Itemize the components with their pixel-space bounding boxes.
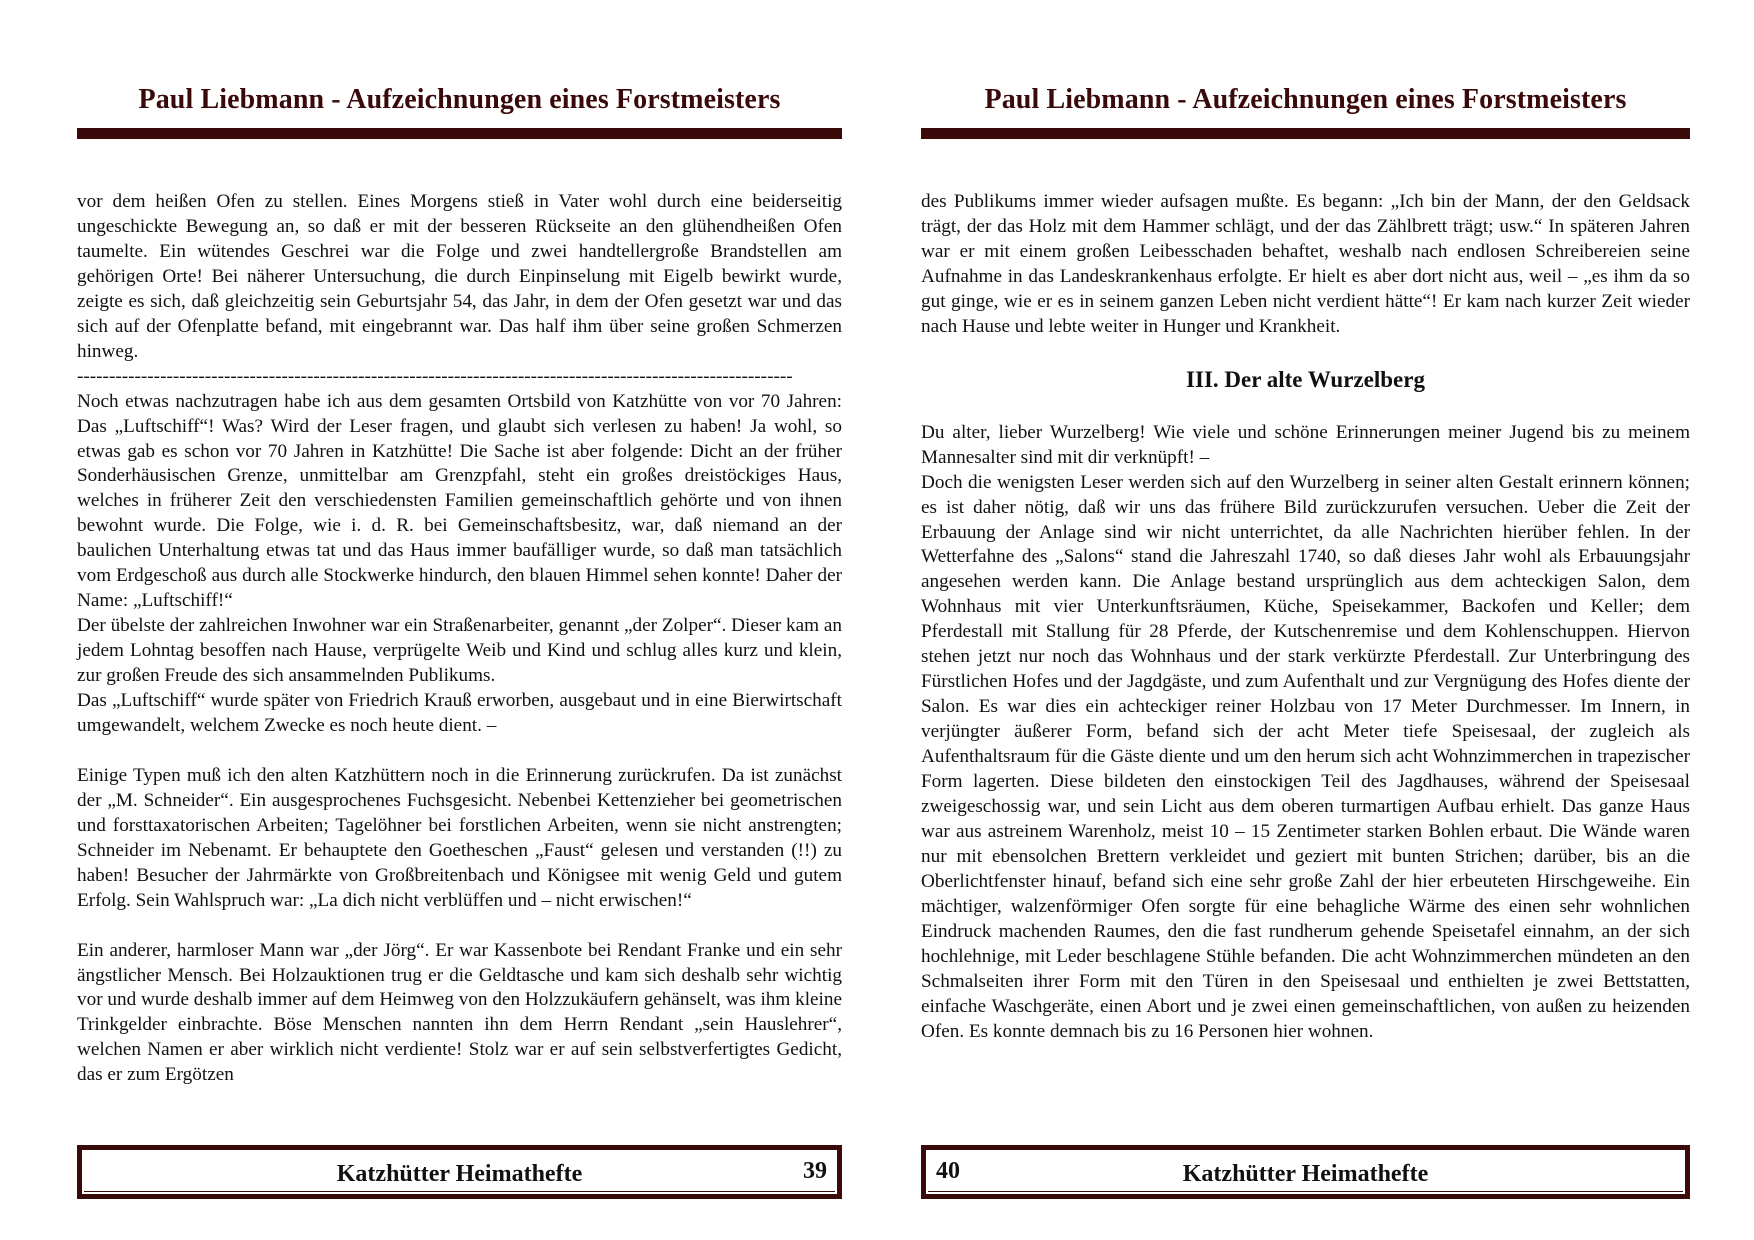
- paragraph: Ein anderer, harmloser Mann war „der Jörg“. Er war Kassenbote bei Rendant Franke und ein sehr ängstlicher Mensch. Bei Holzauktionen trug er die Geldtasche und kam sich deshalb sehr wichtig vor und wurde deshalb immer auf dem Heimweg von den Holzzukäufern gehänselt, was ihm kleine Trinkgelder einbrachte. Böse Menschen nannten ihn dem Herrn Rendant „sein Hauslehrer“, welchen Namen er aber wirklich nicht verdiente! Stolz war er auf sein selbstverfertigtes Gedicht, das er zum Ergötzen: [77, 939, 842, 1086]
- paragraph: vor dem heißen Ofen zu stellen. Eines Morgens stieß in Vater wohl durch eine beiderseitig ungeschickte Bewegung an, so daß er mit der besseren Rückseite an den glühendheißen Ofen taumelte. Ein wütendes Geschrei war die Folge und zwei handtellergroße Brandstellen am gehörigen Orte! Bei näherer Untersuchung, die durch Einpinselung mit Eigelb bewirkt wurde, zeigte es sich, daß gleichzeitig sein Geburtsjahr 54, das Jahr, in dem der Ofen gesetzt war und das sich auf der Ofenplatte befand, mit eingebrannt war. Das half ihm über seine großen Schmerzen hinweg.: [77, 191, 842, 362]
- paragraph: Der übelste der zahlreichen Inwohner war ein Straßenarbeiter, genannt „der Zolper“. Dieser kam an jedem Lohntag besoffen nach Hause, verprügelte Weib und Kind und schlug alles kurz und klein, zur großen Freude des sich ansammelnden Publikums.: [77, 615, 842, 687]
- separator-line: ----------------------------------------------------------------------------------------------------------------: [77, 365, 793, 387]
- right-page-body: [921, 190, 1690, 1045]
- page-header-title: Paul Liebmann - Aufzeichnungen eines Forstmeisters: [138, 84, 781, 115]
- page-footer: [77, 1145, 842, 1199]
- paragraph: Du alter, lieber Wurzelberg! Wie viele und schöne Erinnerungen meiner Jugend bis zu meinem Mannesalter sind mit dir verknüpft! –: [921, 421, 1690, 468]
- right-page: [921, 0, 1690, 1240]
- paragraph: Das „Luftschiff“ wurde später von Friedrich Krauß erworben, ausgebaut und in eine Bierwirtschaft umgewandelt, welchem Zwecke es noch heute dient. –: [77, 690, 842, 737]
- paragraph: Doch die wenigsten Leser werden sich auf den Wurzelberg in seiner alten Gestalt erinnern können; es ist daher nötig, daß wir uns das frühere Bild zurückzurufen versuchen. Ueber die Zeit der Erbauung der Anlage sind wir nicht unterrichtet, da alle Nachrichten hierüber fehlen. In der Wetterfahne des „Salons“ stand die Jahreszahl 1740, so daß dieses Jahr wohl als Erbauungsjahr angesehen werden kann. Die Anlage bestand ursprünglich aus dem achteckigen Salon, dem Wohnhaus mit vier Unterkunftsräumen, Küche, Speisekammer, Backofen und Keller; dem Pferdestall mit Stallung für 28 Pferde, der Kutschenremise und dem Kohlenschuppen. Hiervon stehen jetzt nur noch das Wohnhaus und der stark verkürzte Pferdestall. Zur Unterbringung des Fürstlichen Hofes und der Jagdgäste, und zum Aufenthalt und zur Vergnügung des Hofes diente der Salon. Es war dies ein achteckiger reiner Holzbau von 17 Meter Durchmesser. Im Innern, in verjüngter äußerer Form, befand sich der acht Meter tiefe Speisesaal, der zugleich als Aufenthaltsraum für die Gäste diente und um den herum sich acht Wohnzimmerchen in trapezischer Form lagerten. Diese bildeten den einstockigen Teil des Jagdhauses, während der Speisesaal zweigeschossig war, und sein Licht aus dem oberen turmartigen Aufbau erhielt. Das ganze Haus war aus astreinem Warenholz, meist 10 – 15 Zentimeter starken Bohlen erbaut. Die Wände waren nur mit ebensolchen Brettern verkleidet und geziert mit bunten Strichen; darüber, bis an die Oberlichtfenster hinauf, befand sich eine sehr große Zahl der hier erbeuteten Hirschgeweihe. Ein mächtiger, walzenförmiger Ofen sorgte für eine behagliche Wärme des einen sehr wohnlichen Eindruck machenden Raumes, den die fast rundherum gehende Speisetafel einnahm, an der sich hochlehnige, mit Leder beschlagene Stühle befanden. Die acht Wohnzimmerchen mündeten an den Schmalseiten ihrer Form mit den Türen in den Speisesaal und enthielten je zwei Bettstatten, einfache Waschgeräte, einen Abort und je zwei einen gemeinschaftlichen, von außen zu heizenden Ofen. Es konnte demnach bis zu 16 Personen hier wohnen.: [921, 471, 1690, 1042]
- paragraph: Noch etwas nachzutragen habe ich aus dem gesamten Ortsbild von Katzhütte von vor 70 Jahren: Das „Luftschiff“! Was? Wird der Leser fragen, und glaubt sich verlesen zu haben! Ja wohl, so etwas gab es schon vor 70 Jahren in Katzhütte! Die Sache ist aber folgende: Dicht an der früher Sonderhäusischen Grenze, unmittelbar am Grenzpfahl, steht ein großes dreistöckiges Haus, welches in früherer Zeit den verschiedensten Familien gemeinschaftlich gehörte und von ihnen bewohnt wurde. Die Folge, wie i. d. R. bei Gemeinschaftsbesitz, war, daß niemand an der baulichen Unterhaltung etwas tat und das Haus immer baufälliger wurde, so daß man tatsächlich vom Erdgeschoß aus durch alle Stockwerke hindurch, den blauen Himmel sehen konnte! Daher der Name: „Luftschiff!“: [77, 390, 842, 612]
- footer-title: Katzhütter Heimathefte: [1182, 1161, 1429, 1187]
- page-footer: [921, 1145, 1690, 1199]
- header-rule: [77, 128, 842, 139]
- paragraph: Einige Typen muß ich den alten Katzhüttern noch in die Erinnerung zurückrufen. Da ist zunächst der „M. Schneider“. Ein ausgesprochenes Fuchsgesicht. Nebenbei Kettenzieher bei geometrischen und forsttaxatorischen Arbeiten; Tagelöhner bei forstlichen Arbeiten, wenn sie nicht anstrengten; Schneider im Nebenamt. Er behauptete den Goetheschen „Faust“ gelesen und verstanden (!!) zu haben! Besucher der Jahrmärkte von Großbreitenbach und Königsee mit wenig Geld und gutem Erfolg. Sein Wahlspruch war: „La dich nicht verblüffen und – nicht erwischen!“: [77, 764, 842, 911]
- page-number: 39: [803, 1158, 827, 1184]
- section-heading: III. Der alte Wurzelberg: [1186, 366, 1425, 392]
- left-page-body: [77, 190, 842, 1088]
- left-page: [77, 0, 842, 1240]
- paragraph: des Publikums immer wieder aufsagen mußte. Es begann: „Ich bin der Mann, der den Geldsack trägt, der das Holz mit dem Hammer schlägt, und der das Zählbrett trägt; usw.“ In späteren Jahren war er mit einem großen Leibesschaden behaftet, weshalb nach endlosen Schreibereien seine Aufnahme in das Landeskrankenhaus erfolgte. Er hielt es aber dort nicht aus, weil – „es ihm da so gut ginge, wie er es in seinem ganzen Leben nicht verdient hätte“! Er kam nach kurzer Zeit wieder nach Hause und lebte weiter in Hunger und Krankheit.: [921, 191, 1690, 337]
- page-header-title: Paul Liebmann - Aufzeichnungen eines Forstmeisters: [984, 84, 1627, 115]
- footer-title: Katzhütter Heimathefte: [336, 1161, 583, 1187]
- paragraph-spacer: [77, 739, 842, 764]
- page-number: 40: [936, 1158, 960, 1184]
- header-rule: [921, 128, 1690, 139]
- paragraph-spacer: [77, 914, 842, 939]
